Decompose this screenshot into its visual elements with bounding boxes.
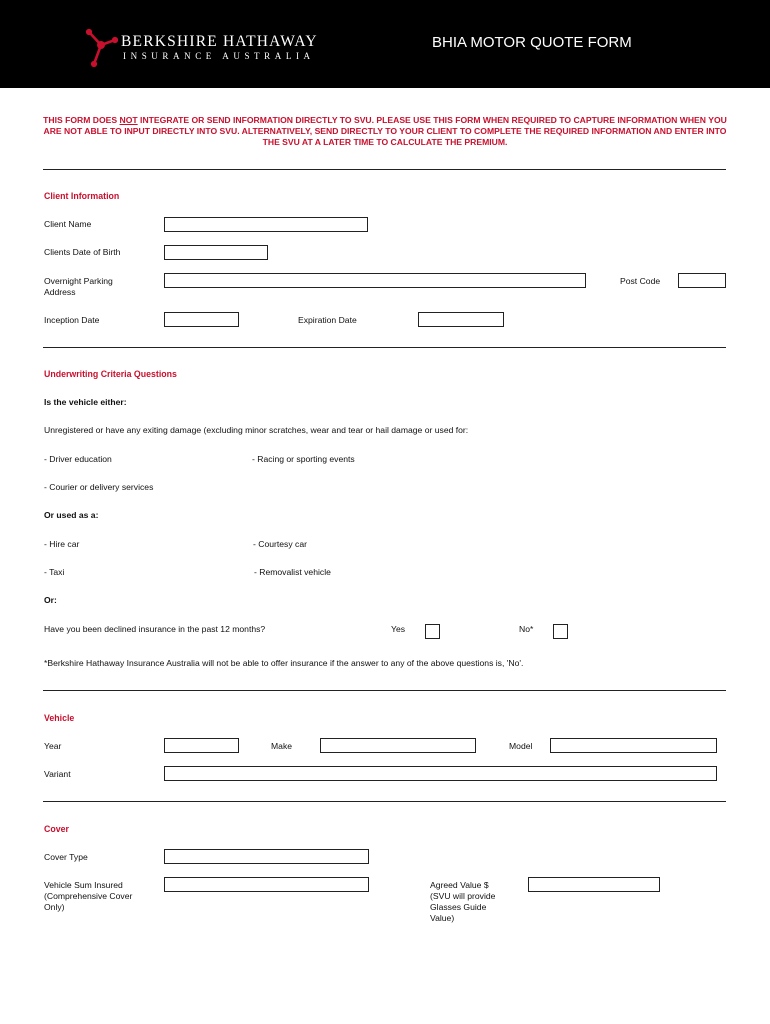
year-label: Year xyxy=(44,741,62,751)
divider xyxy=(43,690,726,691)
underwriting-heading: Underwriting Criteria Questions xyxy=(44,369,177,379)
yes-label: Yes xyxy=(391,624,406,634)
sum-insured-field[interactable] xyxy=(164,877,369,892)
client-name-label: Client Name xyxy=(44,219,92,229)
divider xyxy=(43,347,726,348)
notice-emphasis: NOT xyxy=(119,115,138,125)
sum-insured-label-line1: Vehicle Sum Insured xyxy=(44,880,123,890)
cover-heading: Cover xyxy=(44,824,69,834)
sum-insured-label-line2: (Comprehensive Cover xyxy=(44,891,133,901)
no-label: No* xyxy=(519,624,534,634)
svu-notice: THIS FORM DOES NOT INTEGRATE OR SEND INFORMATION DIRECTLY TO SVU. PLEASE USE THIS FORM WHEN REQUIRED TO CAPTURE INFORMATION WHEN YOU ARE NOT ABLE TO INPUT DIRECTLY INTO SVU. ALTERNATIVELY, SEND DIRECTLY TO YOUR CLIENT TO COMPLETE THE REQUIRED INFORMATION AND ENTER INTO THE SVU AT A LATER TIME TO CALCULATE THE PREMIUM. xyxy=(43,115,727,147)
brand-name: BERKSHIRE HATHAWAY xyxy=(121,33,318,50)
post-code-field[interactable] xyxy=(678,273,726,288)
cover-type-field[interactable] xyxy=(164,849,369,864)
inception-date-label: Inception Date xyxy=(44,315,100,325)
expiration-date-label: Expiration Date xyxy=(298,315,357,325)
parking-address-label-line2: Address xyxy=(44,287,76,297)
variant-field[interactable] xyxy=(164,766,717,781)
model-field[interactable] xyxy=(550,738,717,753)
make-label: Make xyxy=(271,741,293,751)
agreed-value-label-line4: Value) xyxy=(430,913,455,923)
agreed-value-label-line2: (SVU will provide xyxy=(430,891,496,901)
driver-education-item: - Driver education xyxy=(44,454,112,464)
make-field[interactable] xyxy=(320,738,476,753)
client-information-heading: Client Information xyxy=(44,191,120,201)
expiration-date-field[interactable] xyxy=(418,312,504,327)
inception-date-field[interactable] xyxy=(164,312,239,327)
client-dob-field[interactable] xyxy=(164,245,268,260)
no-checkbox[interactable] xyxy=(553,624,568,639)
divider xyxy=(43,801,726,802)
agreed-value-label-line1: Agreed Value $ xyxy=(430,880,489,890)
sum-insured-label-line3: Only) xyxy=(44,902,65,912)
declined-question: Have you been declined insurance in the past 12 months? xyxy=(44,624,266,634)
courtesy-car-item: - Courtesy car xyxy=(253,539,307,549)
page-header xyxy=(0,0,770,88)
model-label: Model xyxy=(509,741,533,751)
agreed-value-label-line3: Glasses Guide xyxy=(430,902,487,912)
form-title: BHIA MOTOR QUOTE FORM xyxy=(432,34,632,51)
cover-type-label: Cover Type xyxy=(44,852,88,862)
yes-checkbox[interactable] xyxy=(425,624,440,639)
year-field[interactable] xyxy=(164,738,239,753)
parking-address-label-line1: Overnight Parking xyxy=(44,276,113,286)
unregistered-text: Unregistered or have any exiting damage (excluding minor scratches, wear and tear or hail damage or used for: xyxy=(44,425,469,435)
client-name-field[interactable] xyxy=(164,217,368,232)
vehicle-question: Is the vehicle either: xyxy=(44,397,127,407)
post-code-label: Post Code xyxy=(620,276,661,286)
used-as-heading: Or used as a: xyxy=(44,510,99,520)
client-dob-label: Clients Date of Birth xyxy=(44,247,121,257)
or-heading: Or: xyxy=(44,595,57,605)
taxi-item: - Taxi xyxy=(44,567,65,577)
parking-address-field[interactable] xyxy=(164,273,586,288)
footnote: *Berkshire Hathaway Insurance Australia will not be able to offer insurance if the answer to any of the above questions is, 'No'. xyxy=(44,658,524,668)
hire-car-item: - Hire car xyxy=(44,539,80,549)
berkshire-logo-icon xyxy=(84,27,118,69)
racing-item: - Racing or sporting events xyxy=(252,454,355,464)
removalist-item: - Removalist vehicle xyxy=(254,567,331,577)
vehicle-heading: Vehicle xyxy=(44,713,75,723)
courier-item: - Courier or delivery services xyxy=(44,482,154,492)
divider xyxy=(43,169,726,170)
variant-label: Variant xyxy=(44,769,71,779)
brand-subtitle: INSURANCE AUSTRALIA xyxy=(123,51,315,61)
agreed-value-field[interactable] xyxy=(528,877,660,892)
